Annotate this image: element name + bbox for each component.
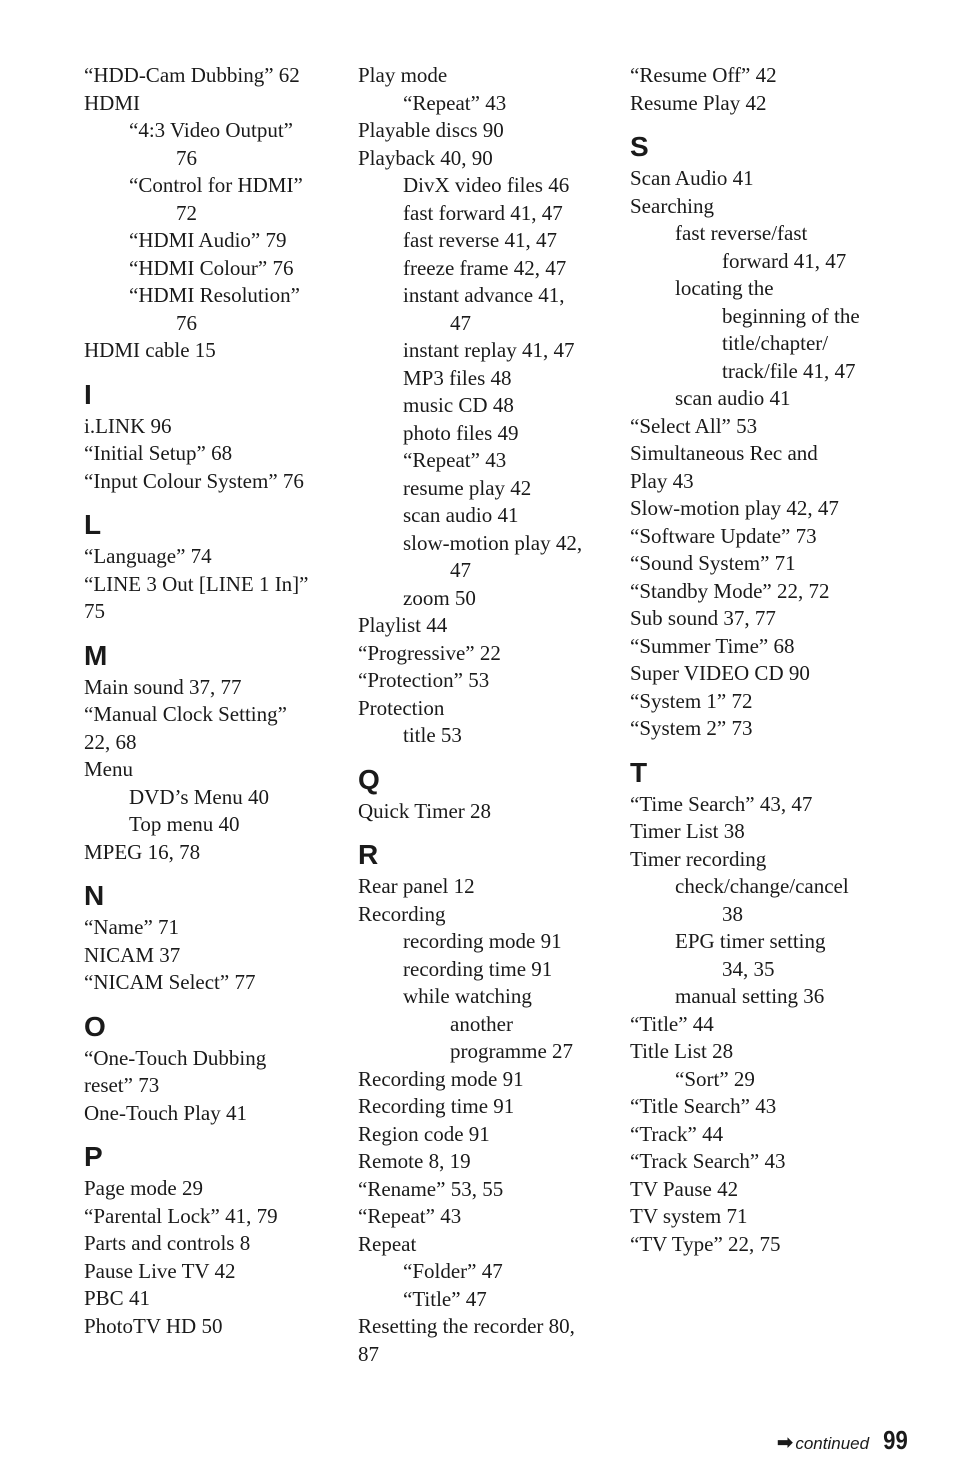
section-letter-s: S bbox=[630, 131, 649, 162]
index-entry: Rear panel 12 bbox=[358, 874, 475, 898]
index-entry: “TV Type” 22, 75 bbox=[630, 1231, 781, 1256]
index-subentry: MP3 files 48 bbox=[403, 365, 512, 390]
index-subentry: DVD’s Menu 40 bbox=[129, 784, 269, 809]
index-entry: “System 1” 72 bbox=[630, 688, 753, 713]
section-letter-r: R bbox=[358, 839, 379, 870]
page-footer bbox=[777, 1425, 910, 1456]
index-entry: Playlist 44 bbox=[358, 613, 448, 637]
index-entry: i.LINK 96 bbox=[84, 413, 172, 438]
index-entry: “Progressive” 22 bbox=[358, 640, 501, 665]
index-entry: PBC 41 bbox=[84, 1286, 150, 1310]
index-entry: “NICAM Select” 77 bbox=[84, 970, 256, 994]
index-subentry: check/change/cancel bbox=[675, 874, 849, 898]
index-subentry: fast forward 41, 47 bbox=[403, 200, 563, 225]
index-subentry: instant advance 41, bbox=[403, 283, 565, 307]
index-subentry: “Folder” 47 bbox=[403, 1259, 503, 1283]
index-subentry: another bbox=[450, 1011, 513, 1036]
index-entry: “Summer Time” 68 bbox=[630, 633, 795, 658]
index-entry: Remote 8, 19 bbox=[358, 1149, 471, 1173]
index-subentry: 47 bbox=[450, 310, 471, 335]
index-subentry: Top menu 40 bbox=[129, 812, 240, 836]
section-letter-t: T bbox=[630, 756, 648, 788]
index-subentry: 72 bbox=[176, 200, 197, 225]
index-entry: “Rename” 53, 55 bbox=[358, 1176, 504, 1201]
index-entry: “Initial Setup” 68 bbox=[84, 441, 233, 465]
index-subentry: zoom 50 bbox=[403, 585, 476, 610]
index-entry: Quick Timer 28 bbox=[358, 798, 492, 823]
index-subentry: 38 bbox=[722, 901, 743, 926]
index-entry: Resume Play 42 bbox=[630, 90, 767, 115]
index-entry: Recording bbox=[358, 901, 446, 926]
index-entry: Resetting the recorder 80, bbox=[358, 1314, 575, 1338]
index-subentry: DivX video files 46 bbox=[403, 173, 570, 197]
index-entry: “Track Search” 43 bbox=[630, 1149, 786, 1173]
index-entry: Parts and controls 8 bbox=[84, 1231, 251, 1255]
index-entry: Page mode 29 bbox=[84, 1176, 203, 1200]
index-subentry: scan audio 41 bbox=[403, 503, 519, 527]
index-subentry: scan audio 41 bbox=[675, 386, 791, 410]
index-entry: “Protection” 53 bbox=[358, 668, 490, 692]
index-entry: Play mode bbox=[358, 63, 448, 87]
section-letter-q: Q bbox=[358, 763, 380, 795]
index-entry: Repeat bbox=[358, 1231, 417, 1256]
index-subentry: recording mode 91 bbox=[403, 929, 562, 953]
index-entry: PhotoTV HD 50 bbox=[84, 1313, 223, 1338]
index-entry: Recording time 91 bbox=[358, 1094, 515, 1118]
index-entry: Searching bbox=[630, 193, 714, 218]
index-entry: Recording mode 91 bbox=[358, 1066, 524, 1091]
index-entry: Sub sound 37, 77 bbox=[630, 606, 776, 630]
index-entry: “LINE 3 Out [LINE 1 In]” bbox=[84, 571, 309, 596]
index-subentry: track/file 41, 47 bbox=[722, 358, 856, 383]
page-number: 99 bbox=[883, 1425, 908, 1455]
index-entry: “Repeat” 43 bbox=[358, 1204, 462, 1228]
index-subentry: 76 bbox=[176, 310, 197, 335]
index-subentry: manual setting 36 bbox=[675, 984, 825, 1008]
index-entry: Title List 28 bbox=[630, 1039, 734, 1063]
index-entry: 87 bbox=[358, 1341, 379, 1366]
index-entry: “Track” 44 bbox=[630, 1121, 724, 1146]
index-entry: Timer recording bbox=[630, 846, 767, 871]
index-subentry: title 53 bbox=[403, 723, 462, 747]
index-entry: “HDD-Cam Dubbing” 62 bbox=[84, 63, 300, 87]
index-subentry: resume play 42 bbox=[403, 475, 532, 500]
index-entry: Region code 91 bbox=[358, 1121, 490, 1146]
index-entry: “Standby Mode” 22, 72 bbox=[630, 578, 830, 603]
index-column-2 bbox=[358, 62, 608, 1368]
index-entry: TV Pause 42 bbox=[630, 1176, 739, 1201]
index-entry: reset” 73 bbox=[84, 1073, 160, 1097]
index-entry: Scan Audio 41 bbox=[630, 166, 754, 190]
section-letter-l: L bbox=[84, 509, 102, 540]
index-subentry: freeze frame 42, 47 bbox=[403, 255, 567, 280]
index-entry: Menu bbox=[84, 757, 133, 781]
index-entry: Main sound 37, 77 bbox=[84, 674, 242, 699]
index-subentry: “Control for HDMI” bbox=[129, 173, 303, 197]
index-entry: “Name” 71 bbox=[84, 915, 180, 939]
index-entry: Timer List 38 bbox=[630, 819, 745, 843]
index-subentry: forward 41, 47 bbox=[722, 248, 847, 273]
index-entry: TV system 71 bbox=[630, 1204, 748, 1228]
index-subentry: fast reverse 41, 47 bbox=[403, 228, 557, 252]
index-subentry: programme 27 bbox=[450, 1039, 574, 1063]
index-subentry: “HDMI Colour” 76 bbox=[129, 255, 294, 280]
index-subentry: 76 bbox=[176, 145, 197, 170]
index-entry: “Software Update” 73 bbox=[630, 523, 817, 548]
index-entry: “Title Search” 43 bbox=[630, 1094, 777, 1118]
index-entry: One-Touch Play 41 bbox=[84, 1100, 247, 1125]
section-letter-m: M bbox=[84, 639, 108, 671]
index-entry: “Language” 74 bbox=[84, 544, 212, 568]
index-entry: “Title” 44 bbox=[630, 1011, 714, 1036]
index-entry: “Sound System” 71 bbox=[630, 551, 796, 575]
index-subentry: fast reverse/fast bbox=[675, 221, 808, 245]
index-subentry: “4:3 Video Output” bbox=[129, 118, 293, 142]
index-subentry: recording time 91 bbox=[403, 956, 553, 981]
section-letter-p: P bbox=[84, 1141, 103, 1172]
index-subentry: beginning of the bbox=[722, 303, 860, 328]
index-subentry: photo files 49 bbox=[403, 420, 519, 445]
index-entry: “Parental Lock” 41, 79 bbox=[84, 1203, 278, 1228]
index-subentry: slow-motion play 42, bbox=[403, 530, 583, 555]
index-subentry: “HDMI Resolution” bbox=[129, 283, 300, 307]
index-entry: Play 43 bbox=[630, 468, 694, 493]
section-letter-n: N bbox=[84, 880, 105, 911]
index-subentry: locating the bbox=[675, 276, 774, 300]
section-letter-i: I bbox=[84, 378, 92, 410]
continued-label: continued bbox=[795, 1434, 870, 1453]
index-subentry: music CD 48 bbox=[403, 393, 514, 417]
index-subentry: “Title” 47 bbox=[403, 1286, 487, 1311]
index-subentry: “Sort” 29 bbox=[675, 1066, 755, 1091]
index-subentry: “Repeat” 43 bbox=[403, 448, 507, 472]
index-column-3 bbox=[630, 62, 890, 1258]
index-subentry: “HDMI Audio” 79 bbox=[129, 228, 287, 252]
index-entry: “Manual Clock Setting” bbox=[84, 702, 287, 726]
index-subentry: instant replay 41, 47 bbox=[403, 338, 575, 362]
index-entry: MPEG 16, 78 bbox=[84, 839, 201, 864]
index-entry: Pause Live TV 42 bbox=[84, 1258, 236, 1283]
section-letter-o: O bbox=[84, 1010, 106, 1042]
index-entry: 22, 68 bbox=[84, 729, 137, 754]
index-entry: 75 bbox=[84, 599, 105, 623]
index-entry: Simultaneous Rec and bbox=[630, 441, 818, 465]
index-entry: Protection bbox=[358, 695, 445, 720]
index-subentry: EPG timer setting bbox=[675, 929, 826, 953]
index-entry: “Resume Off” 42 bbox=[630, 63, 777, 87]
index-entry: “System 2” 73 bbox=[630, 716, 753, 740]
index-entry: “Time Search” 43, 47 bbox=[630, 791, 813, 816]
index-entry: NICAM 37 bbox=[84, 942, 181, 967]
index-entry: Super VIDEO CD 90 bbox=[630, 661, 810, 685]
right-arrow-icon: ➡ bbox=[776, 1432, 794, 1454]
index-column-1 bbox=[84, 62, 334, 1340]
index-subentry: title/chapter/ bbox=[722, 331, 829, 355]
index-entry: “One-Touch Dubbing bbox=[84, 1045, 267, 1070]
index-entry: HDMI bbox=[84, 90, 140, 115]
index-entry: Slow-motion play 42, 47 bbox=[630, 496, 839, 520]
index-entry: Playable discs 90 bbox=[358, 118, 504, 142]
index-entry: Playback 40, 90 bbox=[358, 145, 493, 170]
index-entry: HDMI cable 15 bbox=[84, 338, 216, 362]
index-subentry: 47 bbox=[450, 558, 471, 582]
index-subentry: “Repeat” 43 bbox=[403, 90, 507, 115]
index-entry: “Select All” 53 bbox=[630, 413, 758, 438]
index-entry: “Input Colour System” 76 bbox=[84, 468, 304, 493]
index-subentry: while watching bbox=[403, 984, 532, 1008]
index-subentry: 34, 35 bbox=[722, 956, 775, 981]
